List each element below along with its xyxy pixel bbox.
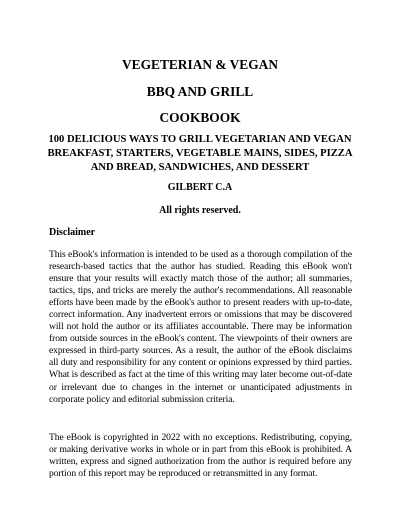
author-name: GILBERT C.A xyxy=(167,182,233,193)
title-line-1: VEGETERIAN & VEGAN xyxy=(122,57,278,72)
disclaimer-heading: Disclaimer xyxy=(49,227,96,238)
title-line-2: BBQ AND GRILL xyxy=(146,84,254,99)
title-line-3: COOKBOOK xyxy=(159,110,241,125)
subtitle: 100 DELICIOUS WAYS TO GRILL VEGETARIAN AND VEGAN BREAKFAST, STARTERS, VEGETABLE MAINS, SIDES, PIZZA AND BREAD, SANDWICHES, AND DESSERT xyxy=(47,134,353,173)
copyright-paragraph: The eBook is copyrighted in 2022 with no exceptions. Redistributing, copying, or making derivative works in whole or in part from this eBook is prohibited. A written, express and signed authorization from the author is required before any portion of this report may be reproduced or retransmitted in any format. xyxy=(49,432,352,480)
rights-notice: All rights reserved. xyxy=(159,205,241,216)
disclaimer-paragraph: This eBook's information is intended to be used as a thorough compilation of the research-based tactics that the author has studied. Reading this eBook won't ensure that your results will exactly match those of the author; all summaries, tactics, tips, and tricks are merely the author's recommendations. All reasonable efforts have been made by the eBook's author to present readers with up-to-date, correct information. Any inadvertent errors or omissions that may be discovered will not hold the author or its affiliates accountable. There may be information from outside sources in the eBook's content. The viewpoints of their owners are expressed in third-party sources. As a result, the author of the eBook disclaims all duty and responsibility for any content or opinions expressed by third parties. What is described as fact at the time of this writing may later become out-of-date or irrelevant due to changes in the internet or unanticipated adjustments in corporate policy and editorial submission criteria. xyxy=(49,249,352,405)
